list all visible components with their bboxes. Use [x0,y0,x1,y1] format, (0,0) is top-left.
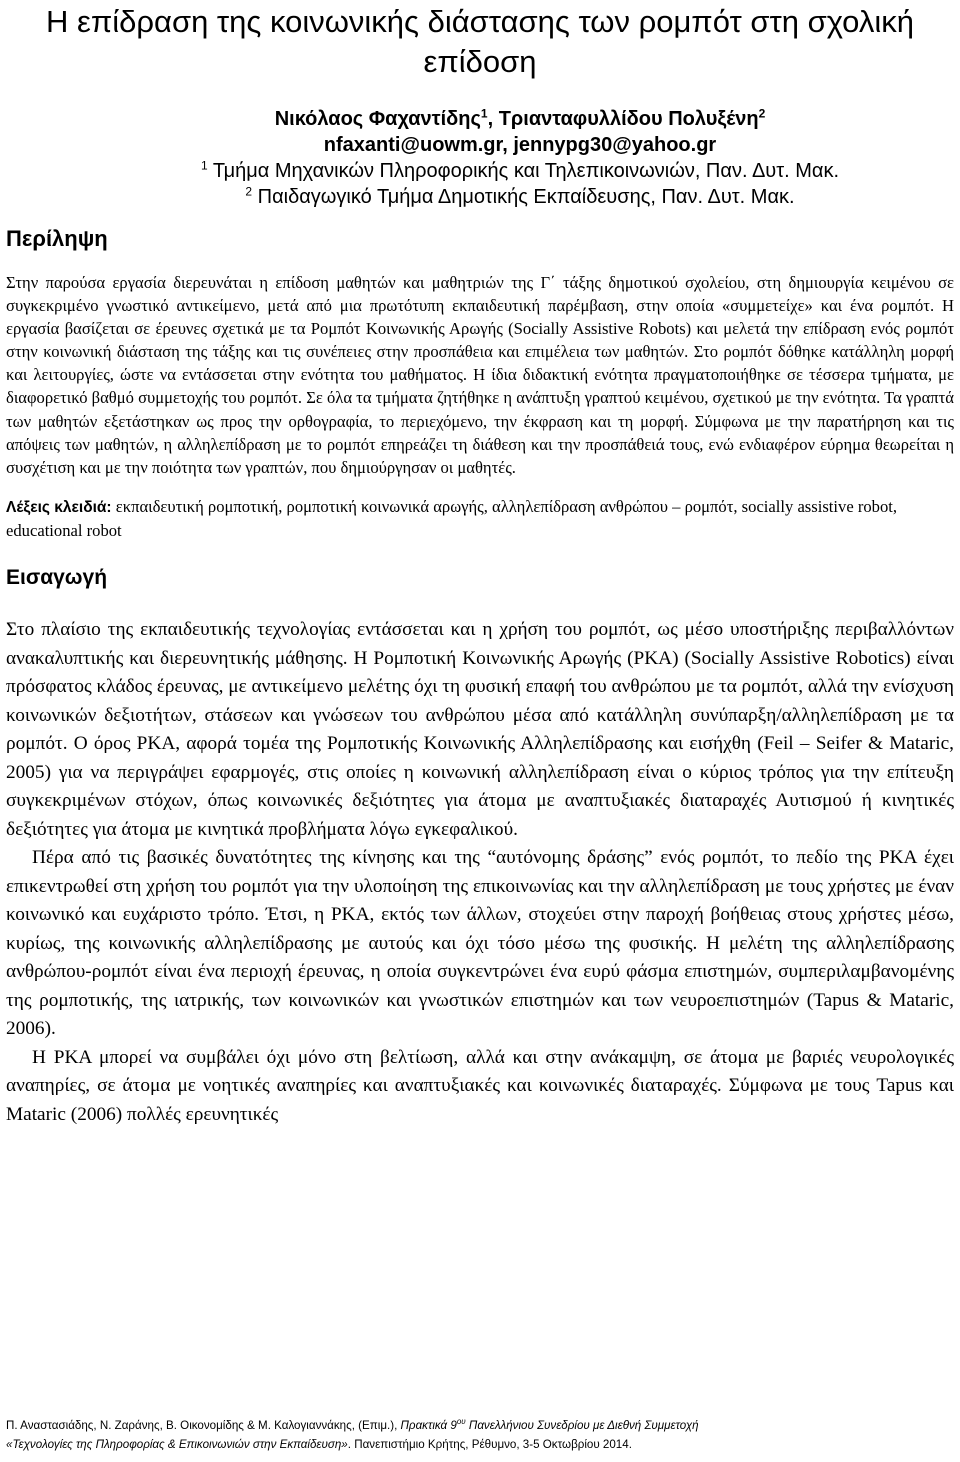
footer-line-1 [6,1416,954,1435]
keywords-label: Λέξεις κλειδιά: [6,498,112,516]
footer-place: . Πανεπιστήμιο Κρήτης, Ρέθυμνο, 3-5 Οκτωβρίου 2014. [347,1438,632,1451]
author-block [6,106,954,210]
affiliation-2-text: Παιδαγωγικό Τμήμα Δημοτικής Εκπαίδευσης, Παν. Δυτ. Μακ. [252,186,795,208]
affiliation-2 [86,184,954,210]
footer-proceedings-a: Πρακτικά 9 [400,1419,457,1432]
author-names [86,106,954,132]
author-2: , Τριανταφυλλίδου Πολυξένη [487,108,759,130]
author-2-sup: 2 [758,106,766,121]
footer-line-2 [6,1435,954,1454]
keywords [6,495,954,542]
footer-proceedings-sup: ου [456,1417,466,1427]
intro-body [6,616,954,1129]
abstract-text: Στην παρούσα εργασία διερευνάται η επίδοση μαθητών και μαθητριών της Γ΄ τάξης δημοτικού σχολείου, στη δημιουργία κειμένου σε συγκεκριμένο γνωστικό αντικείμενο, μετά από μια πρωτότυπη εκπαιδευτική παρέμβαση, στην οποία «συμμετείχε» και ένα ρομπότ. Η εργασία βασίζεται σε έρευνες σχετικά με τα Ρομπότ Κοινωνικής Αρωγής (Socially Assistive Robots) και μελετά την επίδραση ενός ρομπότ στην κοινωνική διάσταση της τάξης και τις συνέπειες στην προσπάθεια και επιμέλεια των μαθητών. Στο ρομπότ δόθηκε κατάλληλη μορφή και λειτουργίες, ώστε να εντάσσεται στην ενότητα του μαθήματος. Η ίδια διδακτική ενότητα πραγματοποιήθηκε σε τέσσερα τμήματα, με διαφορετικό βαθμό συμμετοχής του ρομπότ. Σε όλα τα τμήματα ζητήθηκε η ανάπτυξη γραπτού κειμένου, σχετικού με την ενότητα. Τα γραπτά των μαθητών εξετάστηκαν ως προς την ορθογραφία, το περιεχόμενο, την έκφραση και τη μορφή. Σύμφωνα με την παρατήρηση και τις απόψεις των μαθητών, η αλληλεπίδραση με το ρομπότ επηρεάζει τη διάθεση και την προσπάθειά τους, ενώ ενδιαφέρον εύρημα θεωρείται η συσχέτιση και με την ποιότητα των γραπτών, που δημιούργησαν οι μαθητές. [6,273,954,477]
intro-heading: Εισαγωγή [6,566,108,590]
affiliation-1 [86,158,954,184]
page-footer [6,1416,954,1454]
affiliation-1-sup: 1 [200,158,208,173]
author-emails: nfaxanti@uowm.gr, jennypg30@yahoo.gr [323,134,717,156]
intro-paragraph-1: Στο πλαίσιο της εκπαιδευτικής τεχνολογίας εντάσσεται και η χρήση του ρομπότ, ως μέσο υποστήριξης περιβαλλόντων ανακαλυπτικής και διερευνητικής μάθησης. Η Ρομποτική Κοινωνικής Αρωγής (ΡΚΑ) (Socially Assistive Robotics) είναι πρόσφατος κλάδος έρευνας, με αντικείμενο μελέτης όχι τη φυσική επαφή του ανθρώπου με τα ρομπότ, αλλά την ενίσχυση κοινωνικών δεξιοτήτων, στάσεων και γνώσεων του ανθρώπου μέσα από κατάλληλη συνύπαρξη/αλληλεπίδραση με τα ρομπότ. Ο όρος ΡΚΑ, αφορά τομέα της Ρομποτικής Κοινωνικής Αλληλεπίδρασης και εισήχθη (Feil – Seifer & Mataric, 2005) για να περιγράψει εφαρμογές, στις οποίες η κοινωνική αλληλεπίδραση είναι ο κύριος τρόπος για την επίτευξη συγκεκριμένων στόχων, όπως κοινωνικές δεξιότητες για άτομα με αναπτυξιακές διαταραχές Αυτισμού ή κινητικές δεξιότητες για άτομα με κινητικά προβλήματα λόγω εγκεφαλικού. [6,619,954,840]
footer-conference: «Τεχνολογίες της Πληροφορίας & Επικοινωνιών στην Εκπαίδευση» [6,1438,348,1451]
author-1: Νικόλαος Φαχαντίδης [274,108,481,130]
intro-paragraph-3: Η ΡΚΑ μπορεί να συμβάλει όχι μόνο στη βελτίωση, αλλά και στην ανάκαμψη, σε άτομα με βαριές νευρολογικές αναπηρίες, σε άτομα με νοητικές αναπηρίες και αναπτυξιακές και κοινωνικές διαταραχές. Σύμφωνα με τους Tapus και Mataric (2006) πολλές ερευνητικές [6,1046,954,1125]
keywords-text: εκπαιδευτική ρομποτική, ρομποτική κοινωνικά αρωγής, αλληλεπίδραση ανθρώπου – ρομπότ, socially assistive robot, educational robot [6,496,898,540]
affiliation-1-text: Τμήμα Μηχανικών Πληροφορικής και Τηλεπικοινωνιών, Παν. Δυτ. Μακ. [207,160,840,182]
paper-title: Η επίδραση της κοινωνικής διάστασης των ρομπότ στη σχολική επίδοση [46,4,914,79]
intro-paragraph-2: Πέρα από τις βασικές δυνατότητες της κίνησης και της “αυτόνομης δράσης” ενός ρομπότ, το πεδίο της ΡΚΑ έχει επικεντρωθεί στη χρήση του ρομπότ για την υλοποίηση της επικοινωνίας και την αλληλεπίδραση με τους χρήστες με έναν κοινωνικό και ευχάριστο τρόπο. Έτσι, η ΡΚΑ, εκτός των άλλων, στοχεύει στην παροχή βοήθειας στους χρήστες μέσω, κυρίως, της κοινωνικής αλληλεπίδρασης με αυτούς και όχι τόσο μέσω της φυσικής. Η μελέτη της αλληλεπίδρασης ανθρώπου-ρομπότ είναι ένα περιοχή έρευνας, η οποία συγκεντρώνει ένα ευρύ φάσμα επιστημών, συμπεριλαμβανομένης της ρομποτικής, της ιατρικής, των κοινωνικών και γνωστικών επιστημών και των νευροεπιστημών (Tapus & Mataric, 2006). [6,847,954,1040]
footer-proceedings-b: Πανελλήνιου Συνεδρίου με Διεθνή Συμμετοχή [465,1419,699,1432]
footer-editors: Π. Αναστασιάδης, Ν. Ζαράνης, Β. Οικονομίδης & Μ. Καλογιαννάκης, (Επιμ.), [6,1419,401,1432]
abstract-heading: Περίληψη [6,226,108,251]
author-1-sup: 1 [480,106,488,121]
affiliation-2-sup: 2 [245,184,253,199]
